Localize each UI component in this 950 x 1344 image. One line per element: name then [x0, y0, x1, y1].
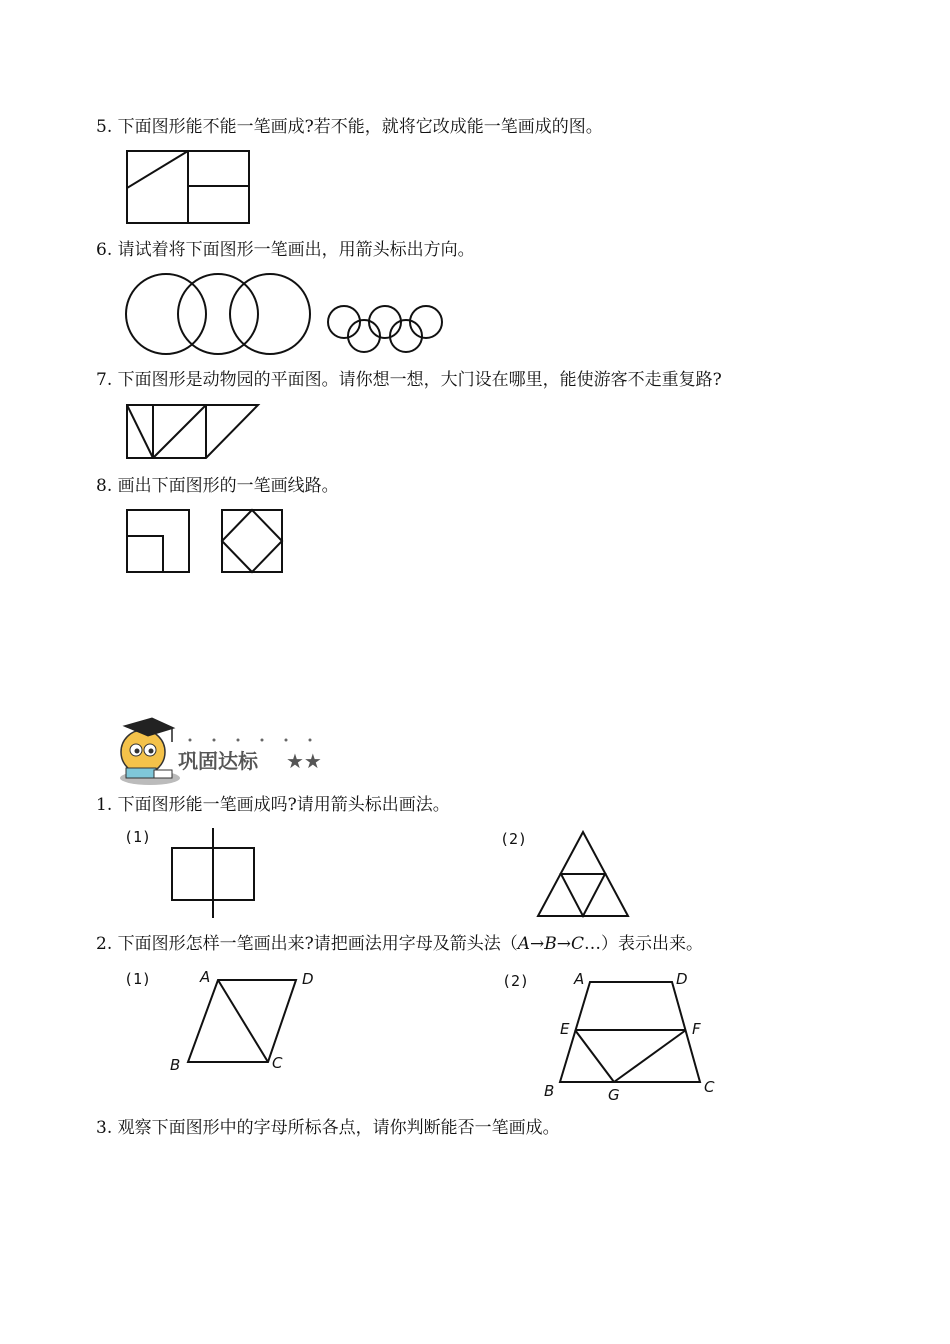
label-t-C: C: [704, 1078, 715, 1096]
question-6: 6. 请试着将下面图形一笔画出，用箭头标出方向。: [96, 240, 475, 260]
label-B: B: [170, 1056, 181, 1074]
label-t-E: E: [560, 1020, 570, 1038]
figure-q5: [120, 146, 260, 230]
star-rating: ★★: [286, 749, 322, 773]
label-D: D: [302, 970, 314, 988]
figure-q8: [120, 504, 290, 578]
trapezoid: [560, 982, 700, 1082]
mascot-icon: [120, 718, 180, 785]
figure-p2-q2: [120, 962, 740, 1108]
question-7: 7. 下面图形是动物园的平面图。请你想一想，大门设在哪里，能使游客不走重复路?: [96, 370, 722, 390]
question-p2-3: 3. 观察下面图形中的字母所标各点，请你判断能否一笔画成。: [96, 1118, 560, 1138]
label-t-D: D: [676, 970, 688, 988]
q2-prefix: 2. 下面图形怎样一笔画出来?请把画法用字母及箭头法（: [96, 934, 518, 954]
question-5: 5. 下面图形能不能一笔画成?若不能，就将它改成能一笔画成的图。: [96, 117, 603, 137]
label-A: A: [200, 968, 211, 986]
label-C: C: [272, 1054, 283, 1072]
question-p2-1: 1. 下面图形能一笔画成吗?请用箭头标出画法。: [96, 795, 450, 815]
sub-label-1: (1): [124, 828, 152, 846]
q2-letter-c: C: [571, 934, 585, 954]
sub-label-4: (2): [502, 972, 530, 990]
sub-label-3: (1): [124, 970, 152, 988]
label-t-F: F: [692, 1020, 701, 1038]
figure-q7: [120, 398, 270, 464]
question-p2-2: [96, 932, 703, 956]
q2-arrow-2: →: [556, 934, 572, 954]
figure-p2-q1: [120, 822, 640, 922]
figure-q6: [120, 268, 450, 360]
q2-arrow-1: →: [530, 934, 545, 954]
question-8: 8. 画出下面图形的一笔画线路。: [96, 476, 339, 496]
label-t-B: B: [544, 1082, 555, 1100]
label-t-G: G: [608, 1086, 620, 1104]
section-title: 巩固达标: [178, 749, 258, 773]
dotted-line: [189, 739, 312, 742]
q2-letter-a: A: [517, 934, 531, 954]
q2-letter-b: B: [544, 934, 557, 954]
sub-label-2: (2): [500, 830, 528, 848]
label-t-A: A: [574, 970, 585, 988]
q2-suffix: …）表示出来。: [584, 934, 704, 954]
section-banner: [110, 712, 350, 792]
